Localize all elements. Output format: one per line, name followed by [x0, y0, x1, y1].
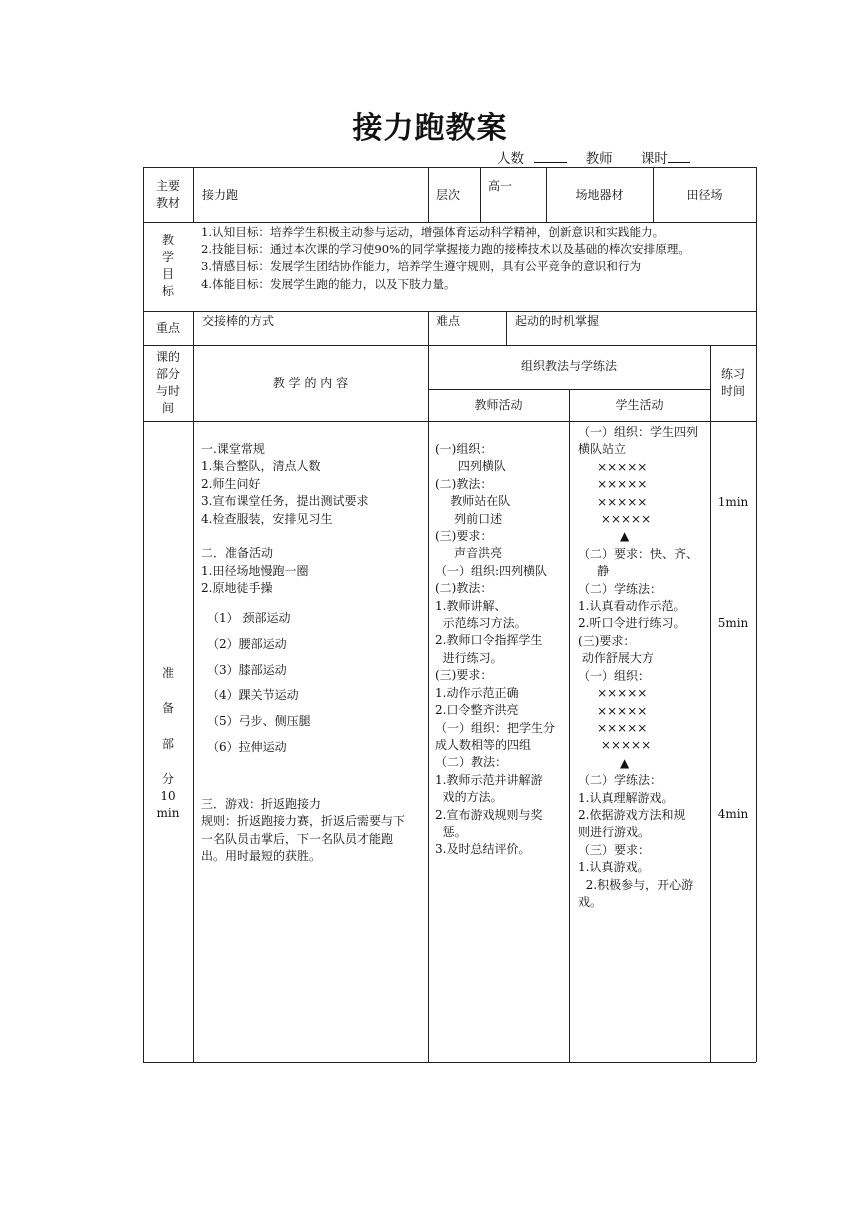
student-line: 1.认真看动作示范。	[578, 599, 686, 614]
teacher-line: （一）组织:四列横队	[435, 563, 548, 578]
goals-label	[143, 232, 193, 300]
org-method-header: 组织教法与学练法	[520, 359, 617, 373]
student-line: （一）组织：	[578, 668, 651, 683]
student-line: (三)要求：	[578, 633, 636, 648]
game-line: 规则：折返跑接力赛，折返后需要与下	[201, 814, 406, 829]
exercise-item: （5）弓步、侧压腿	[207, 714, 311, 729]
content-line: 2.原地徒手操	[201, 581, 273, 596]
student-line: 则进行游戏。	[578, 825, 651, 840]
exercise-item: （2）腰部运动	[207, 636, 287, 651]
goals-text	[201, 224, 690, 293]
key-point-label: 重点	[155, 321, 180, 335]
time-2: 5min	[717, 616, 749, 630]
student-line: ×××××	[578, 703, 648, 718]
teacher-line: 3.及时总结评价。	[435, 842, 531, 857]
content-header: 教 学 的 内 容	[272, 376, 349, 390]
teacher-line: 1.教师讲解、	[435, 598, 507, 613]
teacher-line: 2.宣布游戏规则与奖	[435, 807, 543, 822]
teacher-line: 1.动作示范正确	[435, 685, 519, 700]
section-header-line: 部分	[155, 367, 180, 381]
teacher-line: 列前口述	[435, 511, 503, 526]
student-line: ×××××	[578, 494, 648, 509]
teacher-line: (二)教法：	[435, 581, 493, 596]
student-line: （二）要求：快、齐、	[578, 546, 699, 561]
student-line: ×××××	[578, 738, 652, 753]
content-line: 一.课堂常规	[201, 442, 265, 456]
meta-line	[497, 148, 690, 168]
student-line: ×××××	[578, 720, 648, 735]
student-line: （一）组织：学生四列	[578, 425, 699, 439]
content-line: 1.田径场地慢跑一圈	[201, 563, 309, 578]
key-point-value: 交接棒的方式	[202, 314, 275, 328]
goals-label-char: 教	[161, 233, 174, 247]
student-line: 2.依据游戏方法和规	[578, 807, 686, 822]
goals-label-char: 学	[161, 250, 174, 264]
content-line: 2.师生问好	[201, 476, 261, 491]
section-char: 分	[161, 771, 174, 786]
count-blank	[534, 148, 567, 163]
teacher-line: 四列横队	[435, 459, 506, 474]
teacher-line: 成人数相等的四组	[435, 737, 532, 752]
teacher-line: 示范练习方法。	[435, 616, 527, 631]
section-header-line: 与时	[155, 384, 180, 398]
teacher-line: （一）组织：把学生分	[435, 720, 556, 735]
student-line: ×××××	[578, 686, 648, 701]
teacher-label: 教师	[585, 151, 613, 167]
exercise-list	[207, 606, 311, 761]
teacher-line: 惩。	[435, 824, 467, 839]
section-char: 备	[161, 701, 174, 716]
section-prep-part	[143, 665, 193, 823]
student-line: （三）要求：	[578, 842, 651, 857]
student-line: ×××××	[578, 477, 648, 492]
goal-line: 3.情感目标：发展学生团结协作能力，培养学生遵守规则，具有公平竞争的意识和行为	[201, 259, 642, 274]
goals-label-char: 标	[161, 284, 174, 298]
student-line: 1.认真理解游戏。	[578, 790, 674, 805]
teacher-line: (三)要求：	[435, 668, 493, 683]
teacher-line: 2.教师口令指挥学生	[435, 633, 543, 648]
student-line: ▲	[578, 755, 630, 770]
teacher-line: 声音洪亮	[435, 546, 503, 561]
difficulty-label: 难点	[436, 314, 461, 328]
level-label: 层次	[436, 188, 461, 202]
level-value: 高一	[488, 179, 513, 193]
content-line: 1.集合整队，清点人数	[201, 459, 321, 474]
content-line	[201, 528, 368, 545]
content-line: 二．准备活动	[201, 546, 274, 561]
main-material-label: 主要 教材	[155, 179, 180, 211]
student-line: 1.认真游戏。	[578, 860, 650, 875]
student-line: ▲	[578, 529, 630, 544]
time-3: 4min	[717, 807, 749, 821]
goal-line: 1.认知目标：培养学生积极主动参与运动，增强体育运动科学精神，创新意识和实践能力。	[201, 225, 665, 239]
teacher-activity-header: 教师活动	[474, 398, 523, 412]
teacher-line: 进行练习。	[435, 650, 503, 665]
student-activity-header: 学生活动	[615, 398, 664, 412]
content-line: 3.宣布课堂任务，提出测试要求	[201, 494, 369, 509]
time-1: 1min	[717, 495, 749, 509]
game-line: 一名队员击掌后，下一名队员才能跑	[201, 831, 394, 846]
difficulty-value: 起动的时机掌握	[515, 314, 600, 328]
student-line: 戏。	[578, 894, 603, 909]
teacher-line: 1.教师示范并讲解游	[435, 772, 543, 787]
teacher-line: 2.口令整齐洪亮	[435, 703, 519, 718]
exercise-item: （4）踝关节运动	[207, 688, 299, 703]
student-line: 动作舒展大方	[578, 651, 654, 666]
content-column	[201, 441, 368, 598]
goal-line: 2.技能目标：通过本次课的学习使90%的同学掌握接力跑的接棒技术以及基础的棒次安排原理。	[201, 242, 690, 257]
section-char: 部	[161, 736, 174, 751]
student-line: ×××××	[578, 512, 652, 527]
teacher-line: (三)要求：	[435, 529, 493, 544]
section-header-line: 间	[161, 401, 174, 415]
exercise-item: （1） 颈部运动	[207, 611, 291, 625]
exercise-item: （6）拉伸运动	[207, 739, 287, 754]
goals-label-char: 目	[161, 267, 174, 281]
count-label: 人数	[497, 151, 524, 167]
student-activity-column	[578, 424, 698, 911]
section-char: 准	[161, 666, 174, 680]
game-line: 三．游戏：折返跑接力	[201, 797, 322, 811]
student-line: 2.听口令进行练习。	[578, 616, 686, 631]
student-line: （二）学练法：	[578, 581, 663, 596]
period-label: 课时	[640, 151, 668, 167]
student-line: 2.积极参与，开心游	[578, 877, 694, 892]
section-time-header	[143, 349, 193, 417]
teacher-activity-column	[435, 441, 555, 859]
goal-line: 4.体能目标：发展学生跑的能力，以及下肢力量。	[201, 276, 456, 291]
student-line: （二）学练法：	[578, 773, 663, 788]
venue-label: 场地器材	[575, 188, 624, 202]
content-line: 4.检查服装，安排见习生	[201, 511, 333, 526]
teacher-line: (二)教法：	[435, 476, 493, 491]
material-value: 接力跑	[202, 188, 239, 202]
exercise-item: （3）膝部运动	[207, 662, 287, 677]
venue-value: 田径场	[686, 188, 723, 202]
teacher-line: 戏的方法。	[435, 790, 503, 805]
student-line: ×××××	[578, 459, 648, 474]
student-line: 横队站立	[578, 442, 627, 457]
practice-time-header: 练习 时间	[720, 367, 745, 399]
game-description	[201, 796, 405, 866]
section-header-line: 课的	[155, 350, 180, 364]
period-blank	[668, 148, 690, 163]
game-line: 出。用时最短的获胜。	[201, 849, 322, 864]
teacher-line: 教师站在队	[435, 494, 511, 509]
student-line: 静	[578, 564, 610, 579]
section-char: min	[156, 806, 180, 821]
section-char: 10	[160, 789, 176, 804]
teacher-line: （二）教法：	[435, 755, 508, 770]
teacher-line: (一)组织：	[435, 442, 493, 456]
page-title: 接力跑教案	[352, 111, 508, 146]
